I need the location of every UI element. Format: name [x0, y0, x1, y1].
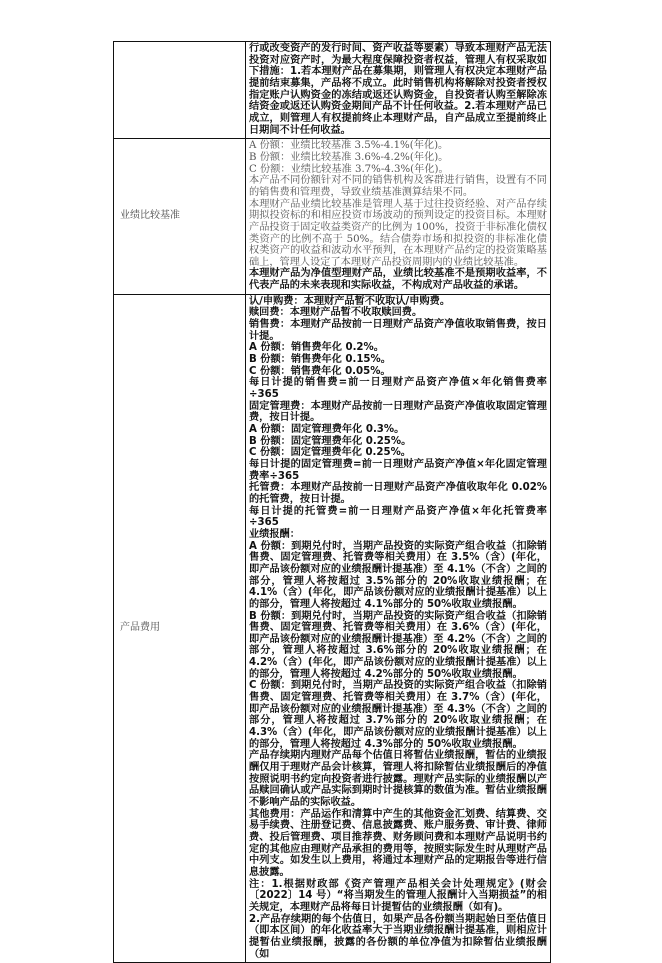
row-content — [246, 294, 551, 962]
paragraph: 行或改变资产的发行时间、资产收益等要素）导致本理财产品无法投资对应资产时，为最大程度保障投资者权益，管理人有权采取如下措施：1.若本理财产品在募集期，则管理人有权决定本理财产品提前结束募集，产品将不成立。此时销售机构将解除对投资者授权指定账户认购资金的冻结或返还认购资金，自投资者认购至解除冻结资金或返还认购资金期间产品不计任何收益。2.若本理财产品已成立，则管理人有权提前终止本理财产品，自产品成立至提前终止日期间不计任何收益。 — [249, 43, 547, 136]
paragraph: B 份额：业绩比较基准 3.6%-4.2%(年化)。 — [249, 151, 449, 163]
paragraph: 注：1.根据财政部《资产管理产品相关会计处理规定》(财会〔2022〕14 号）“将当期发生的管理人报酬计入当期损益”的相关规定，本理财产品将每日计提暂估的业绩报酬（如有)。 — [249, 878, 547, 913]
paragraph: 每日计提的销售费=前一日理财产品资产净值×年化销售费率÷365 — [249, 377, 547, 401]
paragraph: A 份额：业绩比较基准 3.5%-4.1%(年化)。 — [249, 140, 449, 152]
paragraph: 每日计提的固定管理费=前一日理财产品资产净值×年化固定管理费率÷365 — [249, 458, 547, 482]
paragraph: 固定管理费：本理财产品按前一日理财产品资产净值收取固定管理费，按日计提。 — [249, 400, 547, 424]
paragraph: B 份额：销售费年化 0.15%。 — [249, 354, 391, 366]
paragraph: 每日计提的托管费=前一日理财产品资产净值×年化托管费率÷365 — [249, 505, 547, 529]
paragraph: C 份额：销售费年化 0.05%。 — [249, 365, 391, 377]
paragraph: C 份额：到期兑付时，当期产品投资的实际资产组合收益（扣除销售费、固定管理费、托管费等相关费用）在 3.7%（含）(年化，即产品该份额对应的业绩报酬计提基准）至 4.3%（不含）之间的部分，管理人将按超过 3.7%部分的 20%收取业绩报酬；在 4.3%（含）(年化，即产品该份额对应的业绩报酬计提基准）以上的部分，管理人将按超过 4.3%部分的 50%收取业绩报酬。 — [249, 680, 547, 750]
disclaimer-paragraph: 本理财产品为净值型理财产品，业绩比较基准不是预期收益率，不代表产品的未来表现和实际收益，不构成对产品收益的承诺。 — [249, 268, 547, 292]
paragraph: 其他费用：产品运作和清算中产生的其他资金汇划费、结算费、交易手续费、注册登记费、信息披露费、账户服务费、审计费、律师费、投后管理费、项目推荐费、财务顾问费和本理财产品说明书约定的其他应由理财产品承担的费用等，按照实际发生时从理财产品中列支。如发生以上费用，将通过本理财产品的定期报告等进行信息披露。 — [249, 808, 547, 878]
paragraph: 业绩报酬： — [249, 528, 300, 540]
paragraph: C 份额：业绩比较基准 3.7%-4.3%(年化)。 — [249, 163, 449, 175]
paragraph: B 份额：到期兑付时，当期产品投资的实际资产组合收益（扣除销售费、固定管理费、托管费等相关费用）在 3.6%（含）(年化，即产品该份额对应的业绩报酬计提基准）至 4.2%（不含）之间的部分，管理人将按超过 3.6%部分的 20%收取业绩报酬；在 4.2%（含）(年化，即产品该份额对应的业绩报酬计提基准）以上的部分，管理人将按超过 4.2%部分的 50%收取业绩报酬。 — [249, 610, 547, 680]
paragraph: A 份额：固定管理费年化 0.3%。 — [249, 424, 405, 435]
row-content — [246, 139, 551, 295]
paragraph: 赎回费：本理财产品暂不收取赎回费。 — [249, 307, 423, 319]
paragraph: 销售费：本理财产品按前一日理财产品资产净值收取销售费，按日计提。 — [249, 319, 547, 342]
paragraph: 托管费：本理财产品按前一日理财产品资产净值收取年化 0.02%的托管费，按日计提。 — [249, 482, 547, 505]
product-terms-table — [113, 41, 551, 963]
row-label — [114, 42, 246, 139]
paragraph: A 份额：到期兑付时，当期产品投资的实际资产组合收益（扣除销售费、固定管理费、托管费等相关费用）在 3.5%（含）(年化，即产品该份额对应的业绩报酬计提基准）至 4.1%（不含）之间的部分，管理人将按超过 3.5%部分的 20%收取业绩报酬；在 4.1%（含）(年化，即产品该份额对应的业绩报酬计提基准）以上的部分，管理人将按超过 4.1%部分的 50%收取业绩报酬。 — [249, 540, 547, 610]
row-label: 业绩比较基准 — [114, 139, 246, 295]
table-row-early-termination — [114, 42, 551, 139]
paragraph: A 份额：销售费年化 0.2%。 — [249, 342, 384, 354]
row-content — [246, 42, 551, 139]
row-label: 产品费用 — [114, 294, 246, 962]
paragraph: 本理财产品业绩比较基准是管理人基于过往投资经验、对产品存续期拟投资标的和相应投资市场波动的预判设定的投资目标。本理财产品投资于固定收益类资产的比例为 100%，投资于非标准化债权类资产的比例不高于 50%。结合债券市场和拟投资的非标准化债权类资产的收益和波动水平预判，在本理财产品约定的投资策略基础上，管理人设定了本理财产品投资周期内的业绩比较基准。 — [249, 198, 547, 268]
table-row-performance-benchmark — [114, 139, 551, 295]
table-row-product-fees — [114, 294, 551, 962]
paragraph: C 份额：固定管理费年化 0.25%。 — [249, 447, 411, 459]
paragraph: 产品存续期内理财产品每个估值日将暂估业绩报酬，暂估的业绩报酬仅用于理财产品会计核算，管理人将扣除暂估业绩报酬后的净值按照说明书约定向投资者进行披露。理财产品实际的业绩报酬以产品赎回确认或产品实际到期时计提核算的数值为准。暂估业绩报酬不影响产品的实际收益。 — [249, 750, 547, 808]
paragraph: 认/申购费：本理财产品暂不收取认/申购费。 — [249, 295, 451, 307]
paragraph: 2.产品存续期的每个估值日，如果产品各份额当期起始日至估值日（即本区间）的年化收益率大于当期业绩报酬计提基准，则相应计提暂估业绩报酬，披露的各份额的单位净值为扣除暂估业绩报酬（如 — [249, 913, 547, 960]
paragraph: B 份额：固定管理费年化 0.25%。 — [249, 435, 412, 447]
paragraph: 本产品不同份额针对不同的销售机构及客群进行销售，设置有不同的销售费和管理费，导致业绩基准测算结果不同。 — [249, 175, 547, 198]
